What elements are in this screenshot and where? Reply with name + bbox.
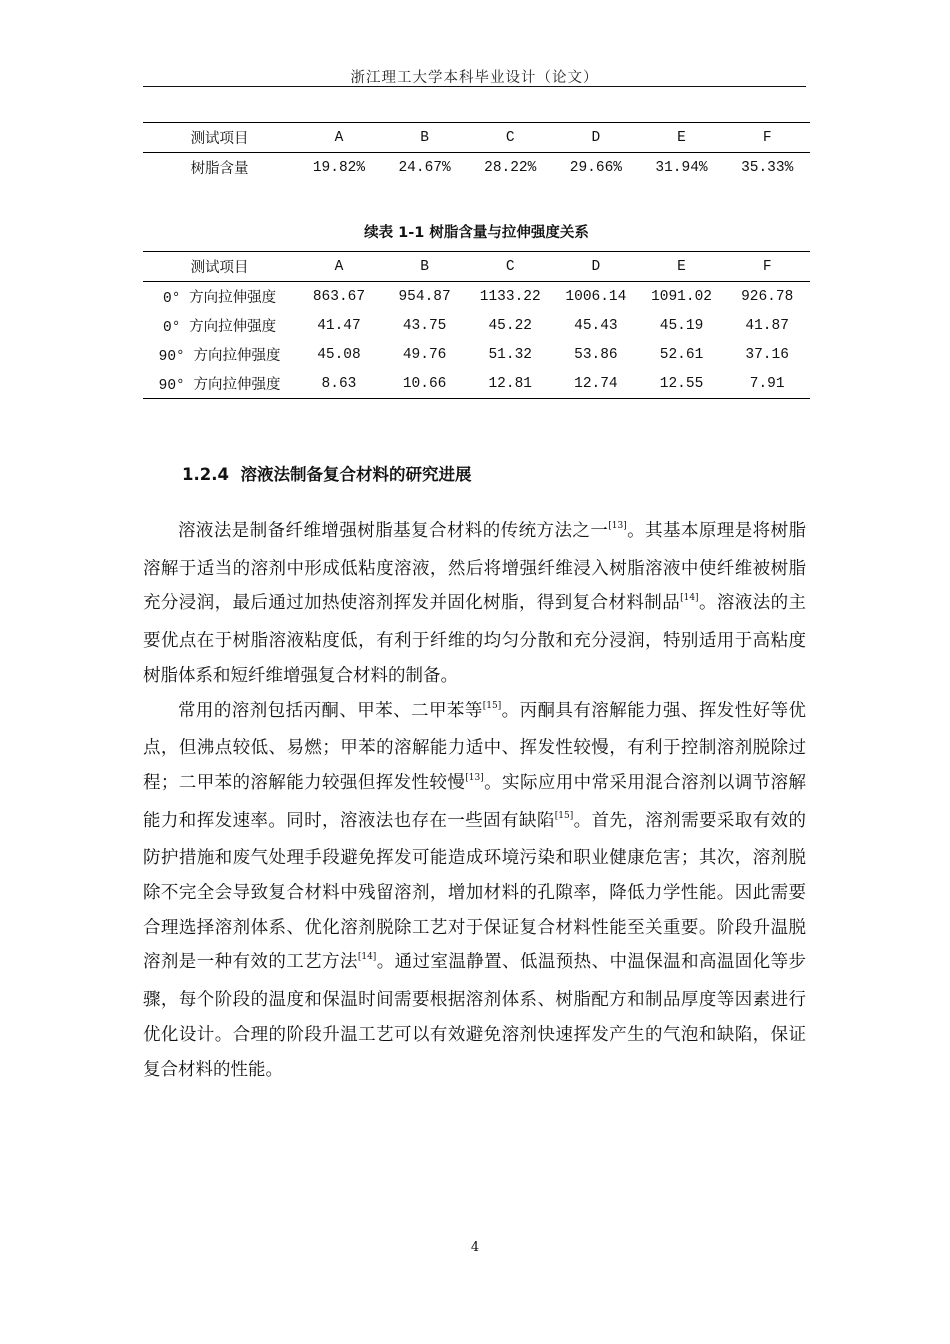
column-header: B bbox=[382, 123, 468, 153]
page-number: 4 bbox=[470, 1240, 480, 1255]
column-header: 测试项目 bbox=[143, 123, 296, 153]
table-cell: 1006.14 bbox=[565, 288, 627, 305]
table-row bbox=[143, 153, 810, 183]
table-cell: 53.86 bbox=[574, 346, 618, 363]
table-cell: 24.67% bbox=[398, 159, 451, 176]
table-header-row bbox=[143, 252, 810, 282]
section-heading bbox=[182, 461, 471, 485]
text-run: 。丙酮具有溶解能力强、挥发性好等优点，但沸点较低、易燃；甲苯的溶解能力适中、挥发性较慢，有利于控制溶剂脱除过程；二甲苯的溶解能力较强但挥发性较慢 bbox=[143, 700, 807, 793]
column-header: A bbox=[296, 123, 382, 153]
row-label: 90° 方向拉伸强度 bbox=[158, 349, 281, 365]
column-header: D bbox=[553, 252, 639, 282]
row-label: 树脂含量 bbox=[190, 162, 249, 178]
table-cell: 7.91 bbox=[749, 375, 785, 392]
header-rule bbox=[143, 86, 806, 87]
body-text bbox=[143, 514, 806, 1087]
row-label: 0° 方向拉伸强度 bbox=[163, 320, 277, 336]
section-title: 溶液法制备复合材料的研究进展 bbox=[240, 465, 472, 484]
table-cell: 1133.22 bbox=[479, 288, 541, 305]
table-cell: 1091.02 bbox=[651, 288, 712, 305]
table-cell: 45.22 bbox=[488, 317, 532, 334]
column-header: D bbox=[553, 123, 639, 153]
table-row bbox=[143, 340, 810, 369]
row-label: 90° 方向拉伸强度 bbox=[158, 378, 281, 394]
text-run: 。实际应用中常采用混合溶剂以调节溶解能力和挥发速率。同时，溶液法也存在一些固有缺陷 bbox=[143, 772, 807, 831]
table-caption: 续表 1-1 树脂含量与拉伸强度关系 bbox=[364, 225, 589, 241]
page-header: 浙江理工大学本科毕业设计（论文） bbox=[350, 70, 599, 86]
table-cell: 29.66% bbox=[569, 159, 622, 176]
table-row bbox=[143, 311, 810, 340]
text-run: 溶液法是制备纤维增强树脂基复合材料的传统方法之一 bbox=[178, 521, 609, 541]
column-header: C bbox=[467, 123, 553, 153]
section-number: 1.2.4 bbox=[182, 465, 229, 484]
table-cell: 12.74 bbox=[574, 375, 618, 392]
text-run: 。溶液法的主要优点在于树脂溶液粘度低，有利于纤维的均匀分散和充分浸润，特别适用于高粘度树脂体系和短纤维增强复合材料的制备。 bbox=[143, 593, 806, 686]
table-cell: 41.47 bbox=[317, 317, 361, 334]
table-cell: 31.94% bbox=[655, 159, 708, 176]
column-header: 测试项目 bbox=[143, 252, 296, 282]
column-header: E bbox=[639, 123, 725, 153]
text-run: 。首先，溶剂需要采取有效的防护措施和废气处理手段避免挥发可能造成环境污染和职业健康危害；其次，溶剂脱除不完全会导致复合材料中残留溶剂，增加材料的孔隙率，降低力学性能。因此需要合理选择溶剂体系、优化溶剂脱除工艺对于保证复合材料性能至关重要。阶段升温脱溶剂是一种有效的工艺方法 bbox=[143, 810, 807, 973]
table-cell: 10.66 bbox=[402, 375, 447, 392]
table-cell: 52.61 bbox=[659, 346, 704, 363]
column-header: C bbox=[467, 252, 553, 282]
text-run: 常用的溶剂包括丙酮、甲苯、二甲苯等 bbox=[178, 700, 483, 721]
table-cell: 926.78 bbox=[741, 288, 794, 305]
citation: [15] bbox=[482, 700, 502, 711]
table-row bbox=[143, 369, 810, 399]
table-cell: 45.43 bbox=[574, 317, 618, 334]
column-header: F bbox=[724, 123, 810, 153]
table-cell: 12.81 bbox=[488, 375, 532, 392]
paragraph bbox=[143, 694, 806, 1088]
table-cell: 45.08 bbox=[317, 346, 361, 363]
column-header: A bbox=[296, 252, 382, 282]
table-cell: 41.87 bbox=[745, 317, 789, 334]
table-cell: 19.82% bbox=[312, 159, 366, 176]
column-header: B bbox=[382, 252, 468, 282]
citation: [13] bbox=[465, 772, 484, 783]
table-cell: 49.76 bbox=[402, 346, 447, 363]
resin-content-table bbox=[143, 122, 810, 182]
column-header: F bbox=[724, 252, 810, 282]
table-cell: 8.63 bbox=[321, 375, 357, 392]
table-cell: 35.33% bbox=[741, 159, 794, 176]
table-header-row bbox=[143, 123, 810, 153]
paragraph bbox=[143, 514, 806, 694]
table-cell: 51.32 bbox=[488, 346, 532, 363]
text-run: 。其基本原理是将树脂溶解于适当的溶剂中形成低粘度溶液，然后将增强纤维浸入树脂溶液中使纤维被树脂充分浸润，最后通过加热使溶剂挥发并固化树脂，得到复合材料制品 bbox=[143, 521, 807, 614]
table-cell: 863.67 bbox=[312, 288, 366, 305]
text-run: 。通过室温静置、低温预热、中温保温和高温固化等步骤，每个阶段的温度和保温时间需要根据溶剂体系、树脂配方和制品厚度等因素进行优化设计。合理的阶段升温工艺可以有效避免溶剂快速挥发产生的气泡和缺陷，保证复合材料的性能。 bbox=[143, 952, 807, 1080]
table-cell: 12.55 bbox=[659, 375, 704, 392]
citation: [15] bbox=[554, 810, 574, 821]
table-cell: 45.19 bbox=[659, 317, 704, 334]
citation: [13] bbox=[608, 521, 627, 531]
citation: [14] bbox=[357, 952, 377, 963]
table-row bbox=[143, 282, 810, 312]
table-cell: 954.87 bbox=[398, 288, 451, 305]
table-cell: 37.16 bbox=[745, 346, 789, 363]
table-cell: 28.22% bbox=[484, 159, 537, 176]
tensile-strength-table bbox=[143, 251, 810, 399]
table-cell: 43.75 bbox=[402, 317, 447, 334]
column-header: E bbox=[639, 252, 725, 282]
citation: [14] bbox=[680, 593, 699, 604]
row-label: 0° 方向拉伸强度 bbox=[163, 291, 277, 307]
